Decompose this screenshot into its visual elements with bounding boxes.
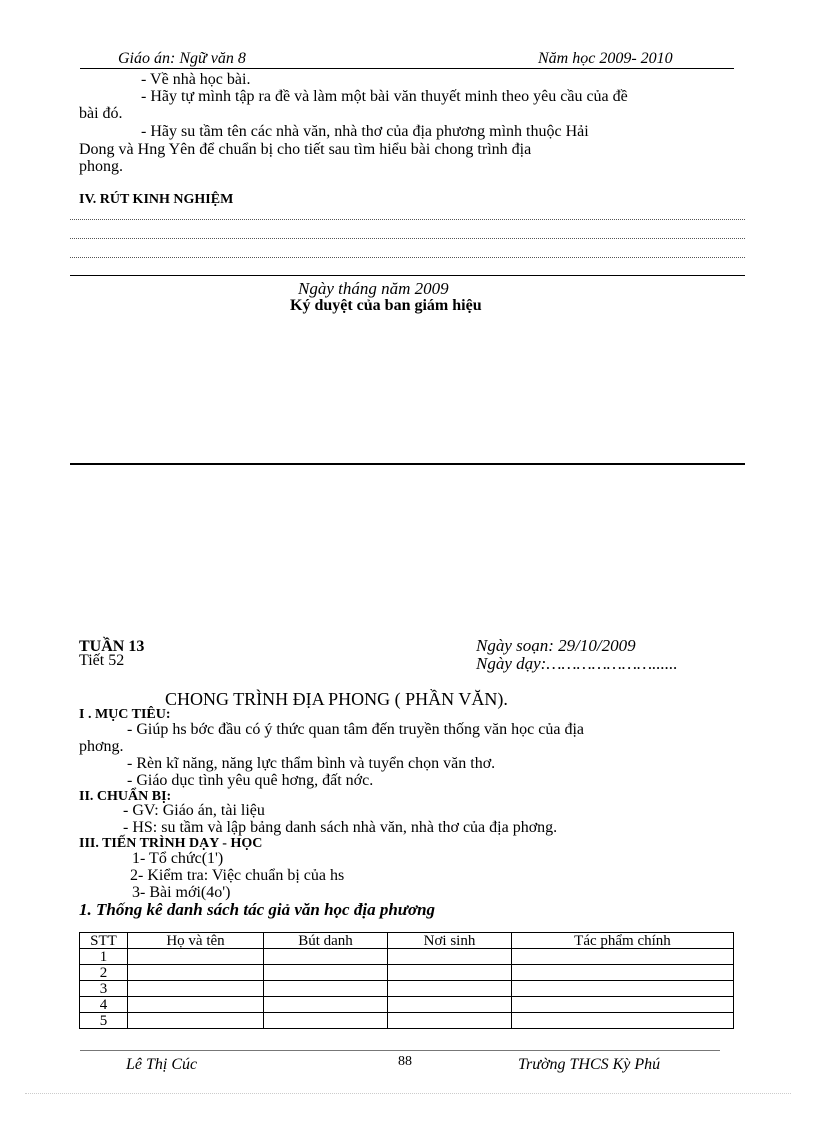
week-label: TUẦN 13	[79, 638, 145, 655]
author-table	[79, 932, 734, 1029]
approval-date: Ngày tháng năm 2009	[298, 279, 449, 298]
date-prepared: Ngày soạn: 29/10/2009	[476, 636, 636, 655]
table-header-row	[80, 933, 734, 949]
homework-line: Dong và Hng Yên để chuẩn bị cho tiết sau tìm hiểu bài chong trình địa	[79, 141, 532, 158]
divider	[70, 275, 745, 276]
date-taught: Ngày dạy:…………………......	[476, 654, 678, 673]
dotted-line	[70, 219, 745, 220]
header-right: Năm học 2009- 2010	[538, 50, 673, 67]
table-row	[80, 1013, 734, 1029]
col-header-birthplace: Nơi sinh	[388, 933, 512, 949]
header-left: Giáo án: Ngữ văn 8	[118, 50, 246, 67]
process-title: III. TIẾN TRÌNH DẠY - HỌC	[79, 836, 263, 851]
approval-title: Ký duyệt của ban giám hiệu	[290, 297, 482, 314]
footer-school: Trường THCS Kỳ Phú	[518, 1056, 661, 1073]
section1-title: 1. Thống kê danh sách tác giả văn học địa phương	[79, 900, 436, 919]
process-line: 1- Tổ chức(1')	[132, 850, 224, 867]
table-row	[80, 997, 734, 1013]
homework-line: - Về nhà học bài.	[141, 71, 251, 88]
prep-line: - HS: su tầm và lập bảng danh sách nhà văn, nhà thơ của địa phơng.	[123, 819, 558, 836]
process-line: 2- Kiểm tra: Việc chuẩn bị của hs	[130, 867, 345, 884]
prep-title: II. CHUẨN BỊ:	[79, 789, 172, 804]
row-number: 3	[80, 981, 128, 997]
footer-author: Lê Thị Cúc	[126, 1056, 198, 1073]
approval-divider	[70, 463, 745, 465]
homework-line: phong.	[79, 158, 123, 175]
objective-line: - Rèn kĩ năng, năng lực thẩm bình và tuyển chọn văn thơ.	[127, 755, 496, 772]
objective-line: phơng.	[79, 738, 124, 755]
row-number: 2	[80, 965, 128, 981]
row-number: 1	[80, 949, 128, 965]
process-line: 3- Bài mới(4o')	[132, 884, 231, 901]
prep-line: - GV: Giáo án, tài liệu	[123, 802, 265, 819]
page-number: 88	[398, 1054, 412, 1069]
col-header-penname: Bút danh	[264, 933, 388, 949]
col-header-stt: STT	[80, 933, 128, 949]
lesson-title: CHONG TRÌNH ĐỊA PHONG ( PHẦN VĂN).	[165, 689, 508, 709]
col-header-name: Họ và tên	[128, 933, 264, 949]
row-number: 5	[80, 1013, 128, 1029]
dotted-line	[70, 257, 745, 258]
footer-rule	[80, 1050, 720, 1051]
col-header-works: Tác phẩm chính	[512, 933, 734, 949]
header-rule	[80, 68, 734, 69]
dotted-line	[70, 238, 745, 239]
experience-title: IV. RÚT KINH NGHIỆM	[79, 192, 234, 207]
objectives-title: I . MỤC TIÊU:	[79, 707, 171, 722]
table-row	[80, 965, 734, 981]
homework-line: - Hãy su tầm tên các nhà văn, nhà thơ của địa phương mình thuộc Hải	[141, 123, 589, 140]
period-label: Tiết 52	[79, 652, 125, 669]
homework-line: - Hãy tự mình tập ra đề và làm một bài văn thuyết minh theo yêu cầu của đề	[141, 88, 628, 105]
homework-line: bài đó.	[79, 105, 123, 122]
row-number: 4	[80, 997, 128, 1013]
page-edge	[25, 1093, 791, 1094]
objective-line: - Giáo dục tình yêu quê hơng, đất nớc.	[127, 772, 374, 789]
table-row	[80, 949, 734, 965]
table-row	[80, 981, 734, 997]
objective-line: - Giúp hs bớc đầu có ý thức quan tâm đến truyền thống văn học của địa	[127, 721, 585, 738]
